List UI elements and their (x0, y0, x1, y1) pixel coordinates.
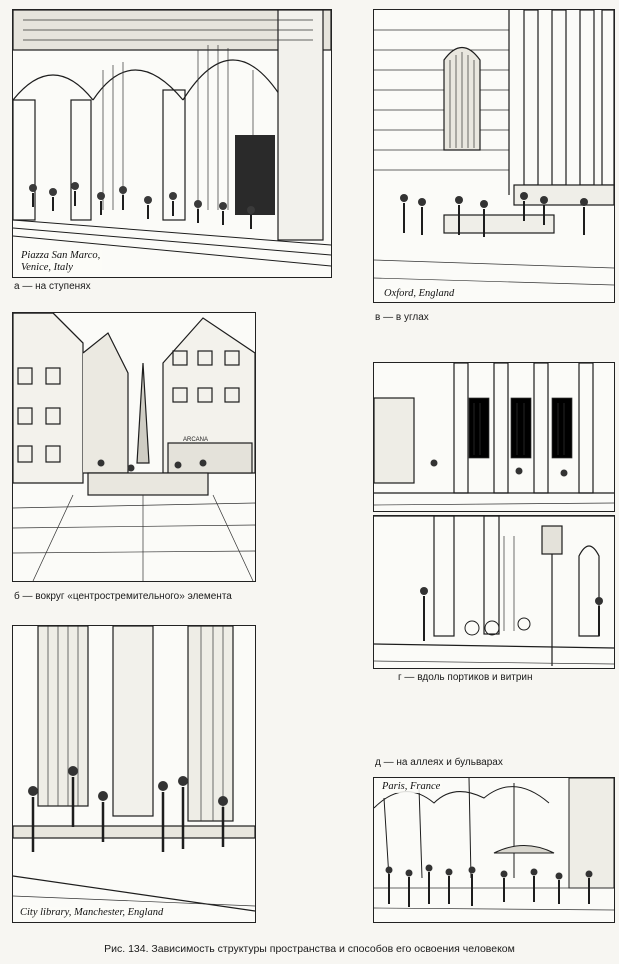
caption-g: г — вдоль портиков и витрин (398, 672, 533, 683)
sketch-shopfronts (373, 515, 615, 669)
place-label-venice-line1: Piazza San Marco, (21, 250, 101, 261)
sketch-fountain-drawing (13, 313, 255, 581)
sketch-paris (373, 777, 615, 923)
figure-caption: Рис. 134. Зависимость структуры пространства и способов его освоения человеком (104, 943, 515, 955)
sketch-oxford-drawing (374, 10, 614, 302)
sketch-paris-drawing (374, 778, 614, 922)
place-label-venice-line2: Venice, Italy (21, 262, 73, 273)
caption-a: а — на ступенях (14, 281, 91, 292)
sketch-venice-drawing (13, 10, 331, 277)
sketch-oxford (373, 9, 615, 303)
sketch-portico (373, 362, 615, 512)
caption-b: б — вокруг «центростремительного» элемента (14, 591, 232, 602)
sketch-shopfronts-drawing (374, 516, 614, 668)
sketch-fountain-square (12, 312, 256, 582)
place-label-manchester: City library, Manchester, England (20, 907, 164, 918)
sketch-portico-drawing (374, 363, 614, 511)
sketch-manchester (12, 625, 256, 923)
place-label-paris: Paris, France (382, 781, 441, 792)
sketch-venice (12, 9, 332, 278)
shop-sign: ARCANA (183, 437, 209, 443)
caption-v: в — в углах (375, 312, 429, 323)
place-label-oxford: Oxford, England (384, 288, 455, 299)
sketch-manchester-drawing (13, 626, 255, 922)
caption-d: д — на аллеях и бульварах (375, 757, 503, 768)
